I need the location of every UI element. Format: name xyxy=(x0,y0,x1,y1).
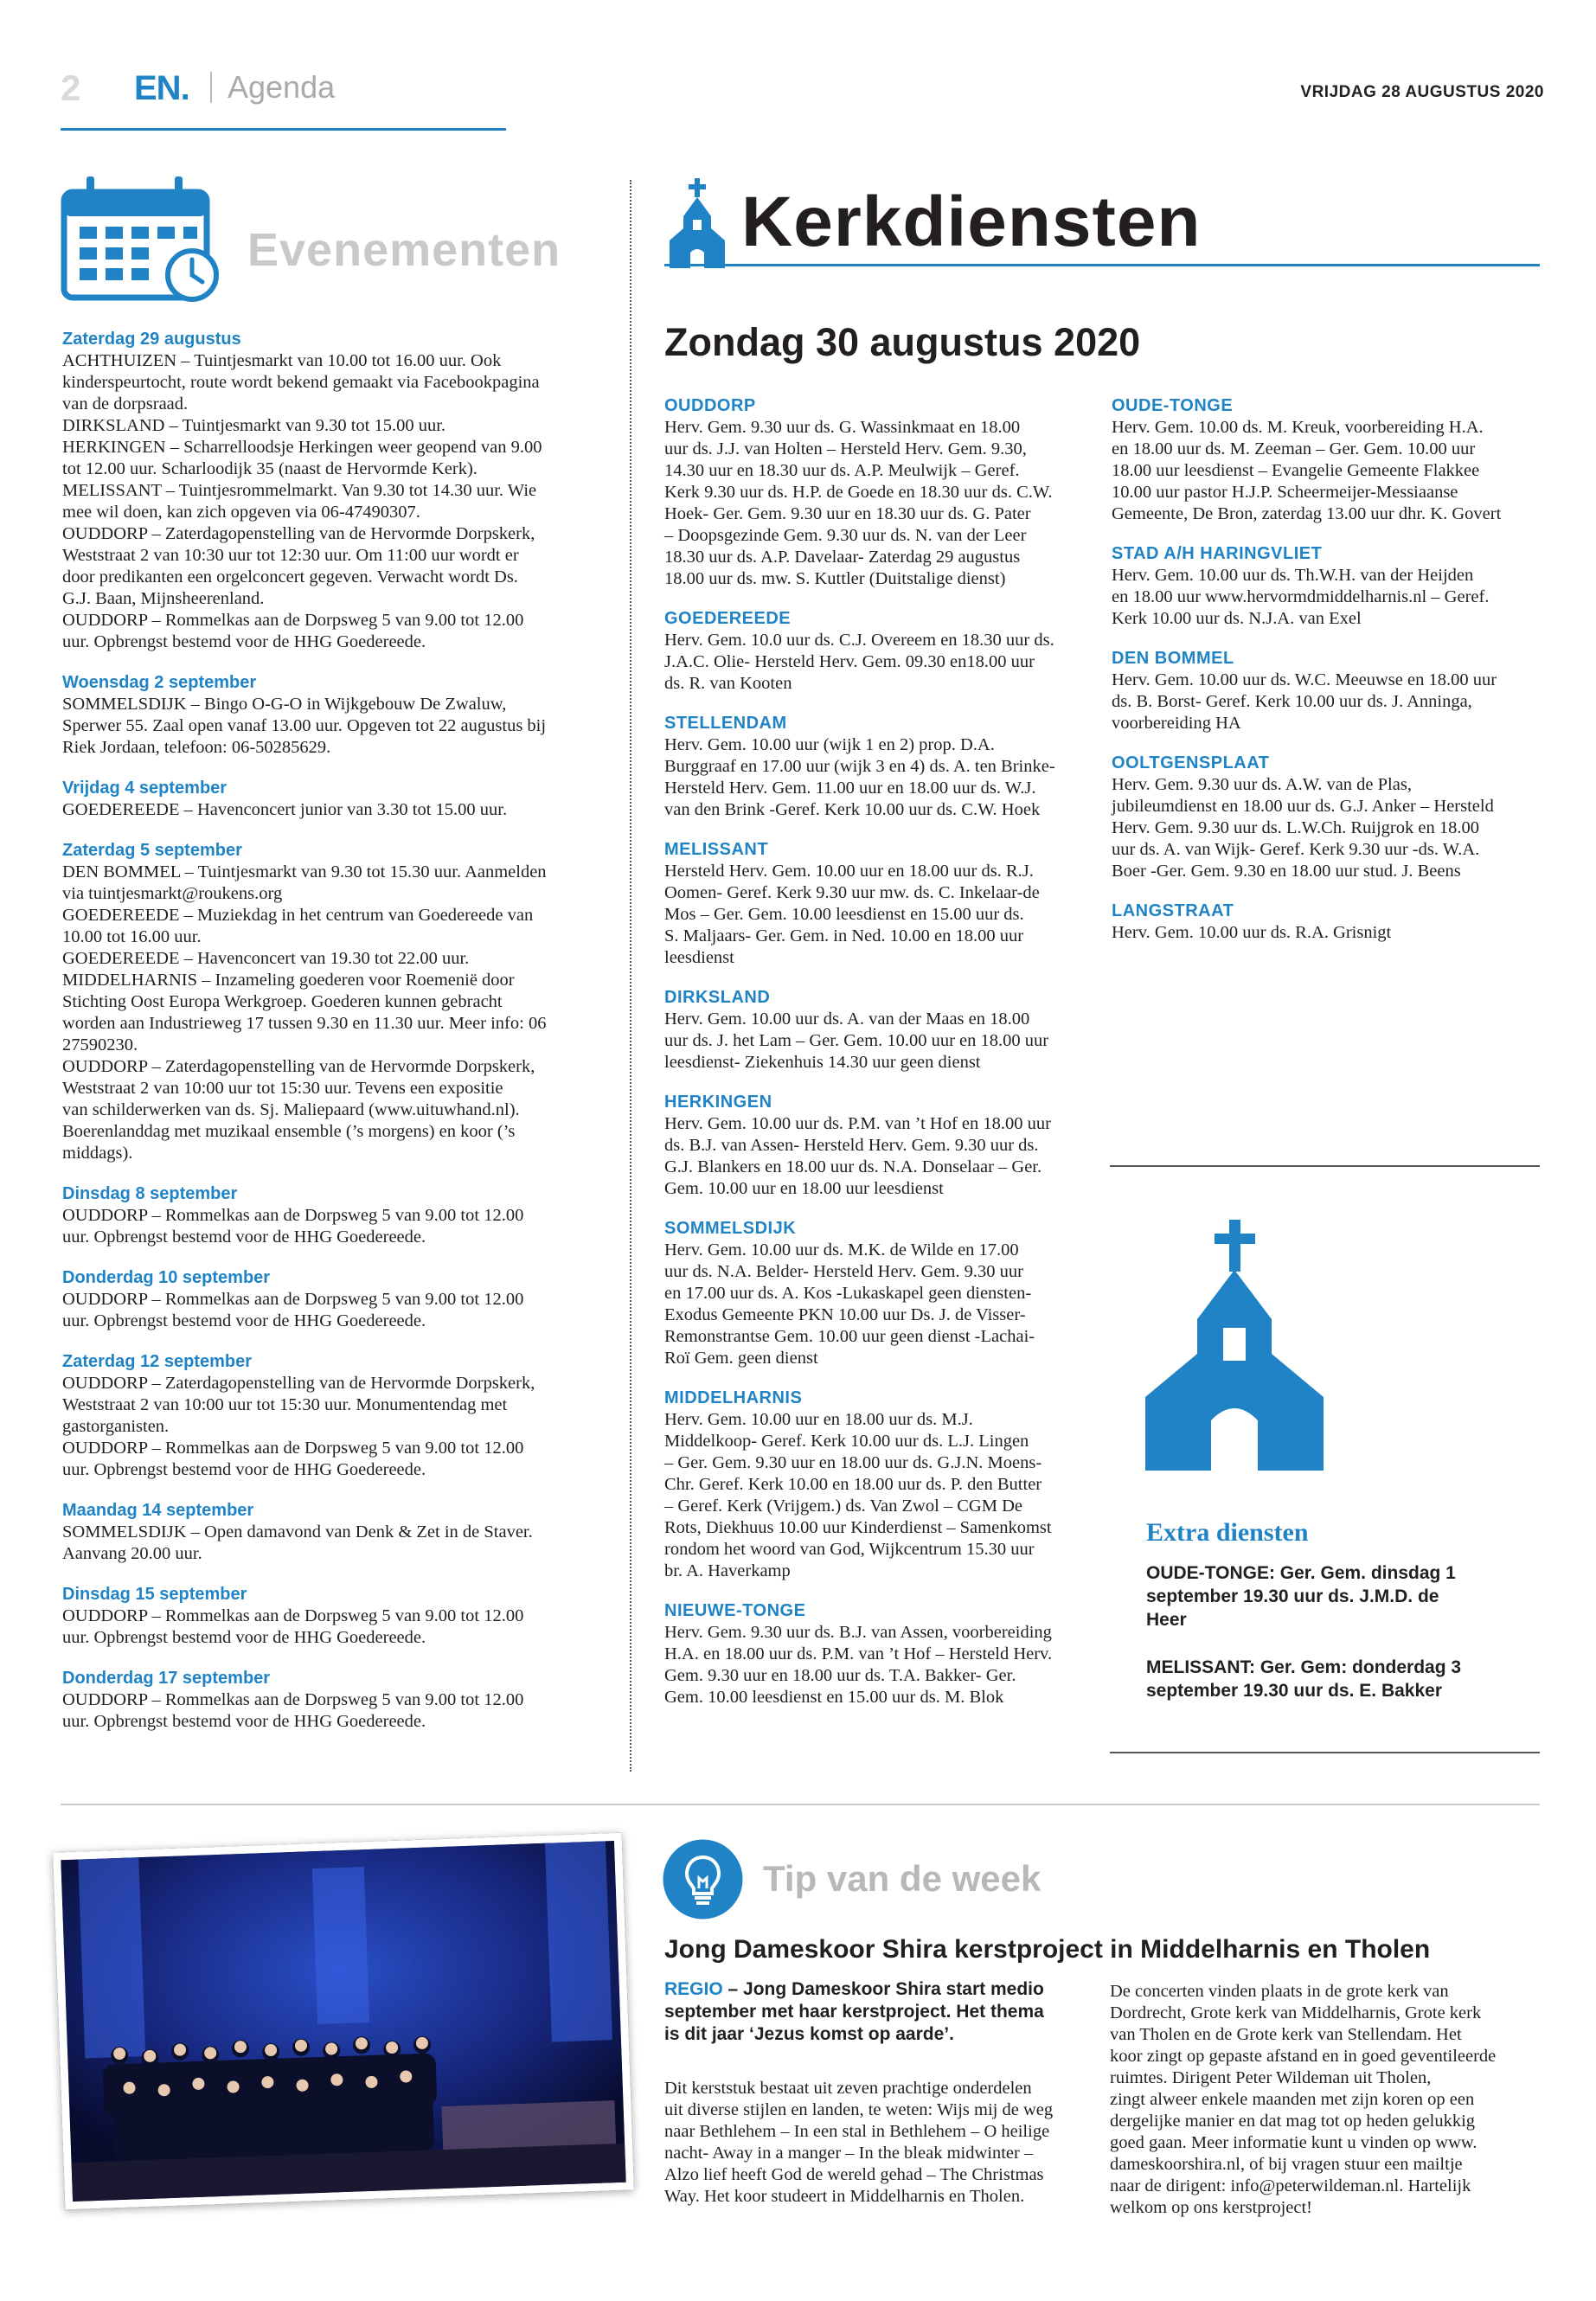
event-text: SOMMELSDIJK – Bingo O-G-O in Wijkgebouw De Zwaluw, Sperwer 55. Zaal open vanaf 13.00 uur. Opgeven tot 22 augustus bij Riek Jordaan, telefoon: 06-50285629. xyxy=(62,695,547,757)
church-place-block xyxy=(664,1217,1093,1369)
article-body-1: Dit kerststuk bestaat uit zeven prachtige onderdelen uit diverse stijlen en landen, te weten: Wijs mij de weg naar Bethlehem – In een stal in Bethlehem – O heilige nacht- Away in a manger – In the bleak midwinter – Alzo lief heeft God de wereld gehad – The Christmas Way. Het koor studeert in Middelharnis en Tholen. xyxy=(664,2079,1054,2206)
extra-service-item: OUDE-TONGE: Ger. Gem. dinsdag 1 september 19.30 uur ds. J.M.D. de Heer xyxy=(1146,1563,1456,1630)
article-body-2: De concerten vinden plaats in de grote kerk van Dordrecht, Grote kerk van Middelharnis, Grote kerk van Tholen en de Grote kerk van Stellendam. Het koor zingt op gepaste afstand en in goed geventileerde ruimtes. Dirigent Peter Wildeman uit Tholen, zingt alweer enkele maanden met zijn koren op een dergelijke manier en dat mag tot op heden gelukkig goed gaan. Meer informatie kunt u vinden op www. dameskoorshira.nl, of bij vragen stuur een mailtje naar de dirigent: info@peterwildeman.nl. Hartelijk welkom op ons kerstproject! xyxy=(1110,1982,1497,2217)
header-separator xyxy=(210,72,212,103)
place-name: OUDE-TONGE xyxy=(1112,396,1234,415)
service-times: Herv. Gem. 10.00 uur ds. R.A. Grisnigt xyxy=(1112,923,1392,942)
service-times: Herv. Gem. 10.00 uur ds. P.M. van ’t Hof en 18.00 uur ds. B.J. van Assen- Hersteld Herv. Gem. 9.30 uur ds. G.J. Blankers en 18.00 uur ds. N.A. Donselaar – Ger. Gem. 10.00 uur en 18.00 uur leesdienst xyxy=(664,1114,1051,1198)
lightbulb-icon xyxy=(662,1838,744,1920)
event-day xyxy=(62,840,597,1164)
section-rule xyxy=(61,1804,1540,1805)
church-place-block xyxy=(664,394,1093,590)
issue-date: VRIJDAG 28 AUGUSTUS 2020 xyxy=(1300,83,1544,101)
service-times: Herv. Gem. 9.30 uur ds. A.W. van de Plas, jubileumdienst en 18.00 uur ds. G.J. Anker – Hersteld Herv. Gem. 9.30 uur ds. L.W.Ch. Ruijgrok en 18.00 uur ds. A. van Wijk- Geref. Kerk 9.30 uur -ds. W.A. Boer -Ger. Gem. 9.30 en 18.00 uur stud. J. Beens xyxy=(1112,775,1494,881)
church-place-block xyxy=(664,607,1093,695)
kerkdiensten-rule xyxy=(664,264,1540,266)
church-place-block xyxy=(664,712,1093,821)
service-times: Herv. Gem. 10.00 uur ds. A. van der Maas en 18.00 uur ds. J. het Lam – Ger. Gem. 10.00 uur en 18.00 uur leesdienst- Ziekenhuis 14.30 uur geen dienst xyxy=(664,1009,1049,1072)
place-name: HERKINGEN xyxy=(664,1093,772,1112)
event-text: ACHTHUIZEN – Tuintjesmarkt van 10.00 tot 16.00 uur. Ook kinderspeurtocht, route wordt bekend gemaakt via Facebookpagina van de dorpsraad. DIRKSLAND – Tuintjesmarkt van 9.30 tot 15.00 uur. HERKINGEN – Scharrelloodsje Herkingen weer geopend van 9.00 tot 12.00 uur. Scharloodijk 35 (naast de Hervormde Kerk). MELISSANT – Tuintjesrommelmarkt. Van 9.30 tot 14.30 uur. Wie mee wil doen, kan zich opgeven via 06-47490307. OUDDORP – Zaterdagopenstelling van de Hervormde Dorpskerk, Weststraat 2 van 10:30 uur tot 12:30 uur. Om 11:00 uur wordt er door predikanten een orgelconcert gegeven. Verwacht wordt Ds. G.J. Baan, Mijnsheerenland. OUDDORP – Rommelkas aan de Dorpsweg 5 van 9.00 tot 12.00 uur. Opbrengst bestemd voor de HHG Goedereede. xyxy=(62,351,542,651)
event-text: OUDDORP – Rommelkas aan de Dorpsweg 5 van 9.00 tot 12.00 uur. Opbrengst bestemd voor de HHG Goedereede. xyxy=(62,1290,524,1330)
event-day-heading: Donderdag 10 september xyxy=(62,1268,271,1287)
column-divider xyxy=(630,180,631,1772)
kerkdiensten-title: Kerkdiensten xyxy=(741,183,1202,261)
service-times: Herv. Gem. 10.00 uur ds. M.K. de Wilde en 17.00 uur ds. N.A. Belder- Hersteld Herv. Gem. 9.30 uur en 17.00 uur ds. A. Kos -Lukaskapel geen diensten- Exodus Gemeente PKN 10.00 uur Ds. J. de Visser- Remonstrantse Gem. 10.00 uur geen dienst -Lachai- Roï Gem. geen dienst xyxy=(664,1240,1035,1368)
event-day-heading: Dinsdag 15 september xyxy=(62,1585,247,1604)
place-name: MELISSANT xyxy=(664,840,769,859)
article-lead: REGIO – Jong Dameskoor Shira start medio september met haar kerstproject. Het thema is dit jaar ‘Jezus komst op aarde’. xyxy=(664,1979,1044,2044)
church-place-block xyxy=(1112,647,1540,734)
services-column-2 xyxy=(1112,394,1540,961)
event-day-heading: Zaterdag 5 september xyxy=(62,841,242,860)
place-name: OUDDORP xyxy=(664,396,756,415)
church-place-block xyxy=(664,1091,1093,1200)
services-column-1 xyxy=(664,394,1093,1726)
page-number: 2 xyxy=(61,67,81,108)
service-times: Herv. Gem. 10.00 uur en 18.00 uur ds. M.J. Middelkoop- Geref. Kerk 10.00 uur ds. L.J. Lingen – Ger. Gem. 9.30 uur en 18.00 uur ds. G.J.N. Moens- Chr. Geref. Kerk 10.00 en 18.00 uur ds. P. den Butter – Geref. Kerk (Vrijgem.) ds. Van Zwol – CGM De Rots, Diekhuus 10.00 uur Kinderdienst – Samenkomst rondom het woord van God, Wijkcentrum 15.30 uur br. A. Haverkamp xyxy=(664,1410,1052,1580)
service-times: Herv. Gem. 10.0 uur ds. C.J. Overeem en 18.30 uur ds. J.A.C. Olie- Hersteld Herv. Gem. 09.30 en18.00 uur ds. R. van Kooten xyxy=(664,631,1054,693)
place-name: MIDDELHARNIS xyxy=(664,1388,803,1407)
event-day-heading: Vrijdag 4 september xyxy=(62,779,228,798)
event-day xyxy=(62,1668,597,1733)
event-day-heading: Woensdag 2 september xyxy=(62,673,257,692)
event-text: GOEDEREEDE – Havenconcert junior van 3.30 tot 15.00 uur. xyxy=(62,800,508,819)
place-name: STAD A/H HARINGVLIET xyxy=(1112,544,1323,563)
service-times: Herv. Gem. 10.00 uur ds. W.C. Meeuwse en 18.00 uur ds. B. Borst- Geref. Kerk 10.00 uur ds. J. Anninga, voorbereiding HA xyxy=(1112,670,1497,733)
event-day xyxy=(62,1500,597,1565)
calendar-clock-icon xyxy=(61,173,225,303)
region-label: REGIO xyxy=(664,1979,723,1999)
service-times: Herv. Gem. 10.00 uur (wijk 1 en 2) prop. D.A. Burggraaf en 17.00 uur (wijk 3 en 4) ds. A. ten Brinke- Hersteld Herv. Gem. 11.00 uur en 18.00 uur ds. W.J. van den Brink -Geref. Kerk 10.00 uur ds. C.W. Hoek xyxy=(664,735,1055,819)
event-day-heading: Dinsdag 8 september xyxy=(62,1184,238,1203)
event-day xyxy=(62,672,597,759)
place-name: GOEDEREEDE xyxy=(664,609,792,628)
event-day xyxy=(62,329,597,653)
church-place-block xyxy=(664,1599,1093,1708)
church-place-block xyxy=(1112,900,1540,944)
event-text: OUDDORP – Rommelkas aan de Dorpsweg 5 van 9.00 tot 12.00 uur. Opbrengst bestemd voor de HHG Goedereede. xyxy=(62,1606,524,1647)
place-name: STELLENDAM xyxy=(664,714,787,733)
service-times: Hersteld Herv. Gem. 10.00 uur en 18.00 uur ds. R.J. Oomen- Geref. Kerk 9.30 uur mw. ds. C. Inkelaar-de Mos – Ger. Gem. 10.00 leesdienst en 15.00 uur ds. S. Maljaars- Ger. Gem. in Ned. 10.00 en 18.00 uur leesdienst xyxy=(664,862,1040,967)
place-name: DIRKSLAND xyxy=(664,988,771,1007)
place-name: LANGSTRAAT xyxy=(1112,901,1234,920)
place-name: OOLTGENSPLAAT xyxy=(1112,753,1270,772)
header-rule xyxy=(61,128,506,131)
extra-service-item: MELISSANT: Ger. Gem: donderdag 3 september 19.30 uur ds. E. Bakker xyxy=(1146,1657,1462,1701)
event-day xyxy=(62,778,597,821)
extra-bottom-rule xyxy=(1110,1752,1540,1753)
event-day-heading: Maandag 14 september xyxy=(62,1501,254,1520)
event-day xyxy=(62,1584,597,1649)
church-place-block xyxy=(664,986,1093,1074)
service-times: Herv. Gem. 10.00 uur ds. Th.W.H. van der Heijden en 18.00 uur www.hervormdmiddelharnis.nl – Geref. Kerk 10.00 uur ds. N.J.A. van Exel xyxy=(1112,566,1490,628)
service-times: Herv. Gem. 10.00 ds. M. Kreuk, voorbereiding H.A. en 18.00 uur ds. M. Zeeman – Ger. Gem. 10.00 uur 18.00 uur leesdienst – Evangelie Gemeente Flakkee 10.00 uur pastor H.J.P. Scheermeijer-Messiaanse Gemeente, De Bron, zaterdag 13.00 uur dhr. K. Govert xyxy=(1112,418,1502,523)
extra-services-title: Extra diensten xyxy=(1146,1518,1309,1547)
event-text: SOMMELSDIJK – Open damavond van Denk & Zet in de Staver. Aanvang 20.00 uur. xyxy=(62,1522,533,1563)
event-day xyxy=(62,1351,597,1481)
event-text: OUDDORP – Rommelkas aan de Dorpsweg 5 van 9.00 tot 12.00 uur. Opbrengst bestemd voor de HHG Goedereede. xyxy=(62,1206,524,1247)
newspaper-logo[interactable]: EN. xyxy=(134,69,189,107)
place-name: NIEUWE-TONGE xyxy=(664,1601,806,1620)
extra-top-rule xyxy=(1110,1165,1540,1167)
section-label: Agenda xyxy=(228,69,336,105)
event-day-heading: Zaterdag 29 augustus xyxy=(62,330,241,349)
church-place-block xyxy=(1112,394,1540,525)
event-day xyxy=(62,1183,597,1248)
event-text: OUDDORP – Zaterdagopenstelling van de Hervormde Dorpskerk, Weststraat 2 van 10:00 uur tot 15:30 uur. Monumentendag met gastorganisten. OUDDORP – Rommelkas aan de Dorpsweg 5 van 9.00 tot 12.00 uur. Opbrengst bestemd voor de HHG Goedereede. xyxy=(62,1374,535,1479)
place-name: SOMMELSDIJK xyxy=(664,1219,797,1238)
church-place-block xyxy=(664,838,1093,969)
service-date-heading: Zondag 30 augustus 2020 xyxy=(664,320,1141,364)
event-day-heading: Zaterdag 12 september xyxy=(62,1352,252,1371)
service-times: Herv. Gem. 9.30 uur ds. B.J. van Assen, voorbereiding H.A. en 18.00 uur ds. P.M. van ’t Hof – Hersteld Herv. Gem. 9.30 uur en 18.00 uur ds. T.A. Bakker- Ger. Gem. 10.00 leesdienst en 15.00 uur ds. M. Blok xyxy=(664,1623,1053,1707)
choir-photo xyxy=(53,1833,634,2210)
event-text: OUDDORP – Rommelkas aan de Dorpsweg 5 van 9.00 tot 12.00 uur. Opbrengst bestemd voor de HHG Goedereede. xyxy=(62,1690,524,1731)
article-headline: Jong Dameskoor Shira kerstproject in Middelharnis en Tholen xyxy=(664,1935,1431,1964)
event-day-heading: Donderdag 17 september xyxy=(62,1669,271,1688)
event-text: DEN BOMMEL – Tuintjesmarkt van 9.30 tot 15.30 uur. Aanmelden via tuintjesmarkt@roukens.org GOEDEREEDE – Muziekdag in het centrum van Goedereede van 10.00 tot 16.00 uur. GOEDEREEDE – Havenconcert van 19.30 tot 22.00 uur. MIDDELHARNIS – Inzameling goederen voor Roemenië door Stichting Oost Europa Werkgroep. Goederen kunnen gebracht worden aan Industrieweg 17 tussen 9.30 en 11.30 uur. Meer info: 06 27590230. OUDDORP – Zaterdagopenstelling van de Hervormde Dorpskerk, Weststraat 2 van 10:00 uur tot 15:30 uur. Tevens een expositie van schilderwerken van ds. Sj. Maliepaard (www.uituwhand.nl). Boerenlanddag met muzikaal ensemble (’s morgens) en koor (’s middags). xyxy=(62,862,547,1163)
place-name: DEN BOMMEL xyxy=(1112,649,1234,668)
events-title: Evenementen xyxy=(247,224,561,276)
service-times: Herv. Gem. 9.30 uur ds. G. Wassinkmaat en 18.00 uur ds. J.J. van Holten – Hersteld Herv. Gem. 9.30, 14.30 uur en 18.30 uur ds. A.P. Meulwijk – Geref. Kerk 9.30 uur ds. H.P. de Goede en 18.30 uur ds. C.W. Hoek- Ger. Gem. 9.30 uur en 18.30 uur ds. G. Pater – Doopsgezinde Gem. 9.30 uur ds. N. van der Leer 18.30 uur ds. A.P. Davelaar- Zaterdag 29 augustus 18.00 uur ds. mw. S. Kuttler (Duitstalige dienst) xyxy=(664,418,1053,588)
tip-title: Tip van de week xyxy=(763,1858,1042,1899)
event-day xyxy=(62,1267,597,1332)
church-place-block xyxy=(1112,542,1540,630)
church-place-block xyxy=(1112,752,1540,882)
church-place-block xyxy=(664,1387,1093,1582)
church-icon xyxy=(1142,1220,1328,1471)
events-list xyxy=(62,329,597,1752)
church-icon xyxy=(666,178,728,268)
